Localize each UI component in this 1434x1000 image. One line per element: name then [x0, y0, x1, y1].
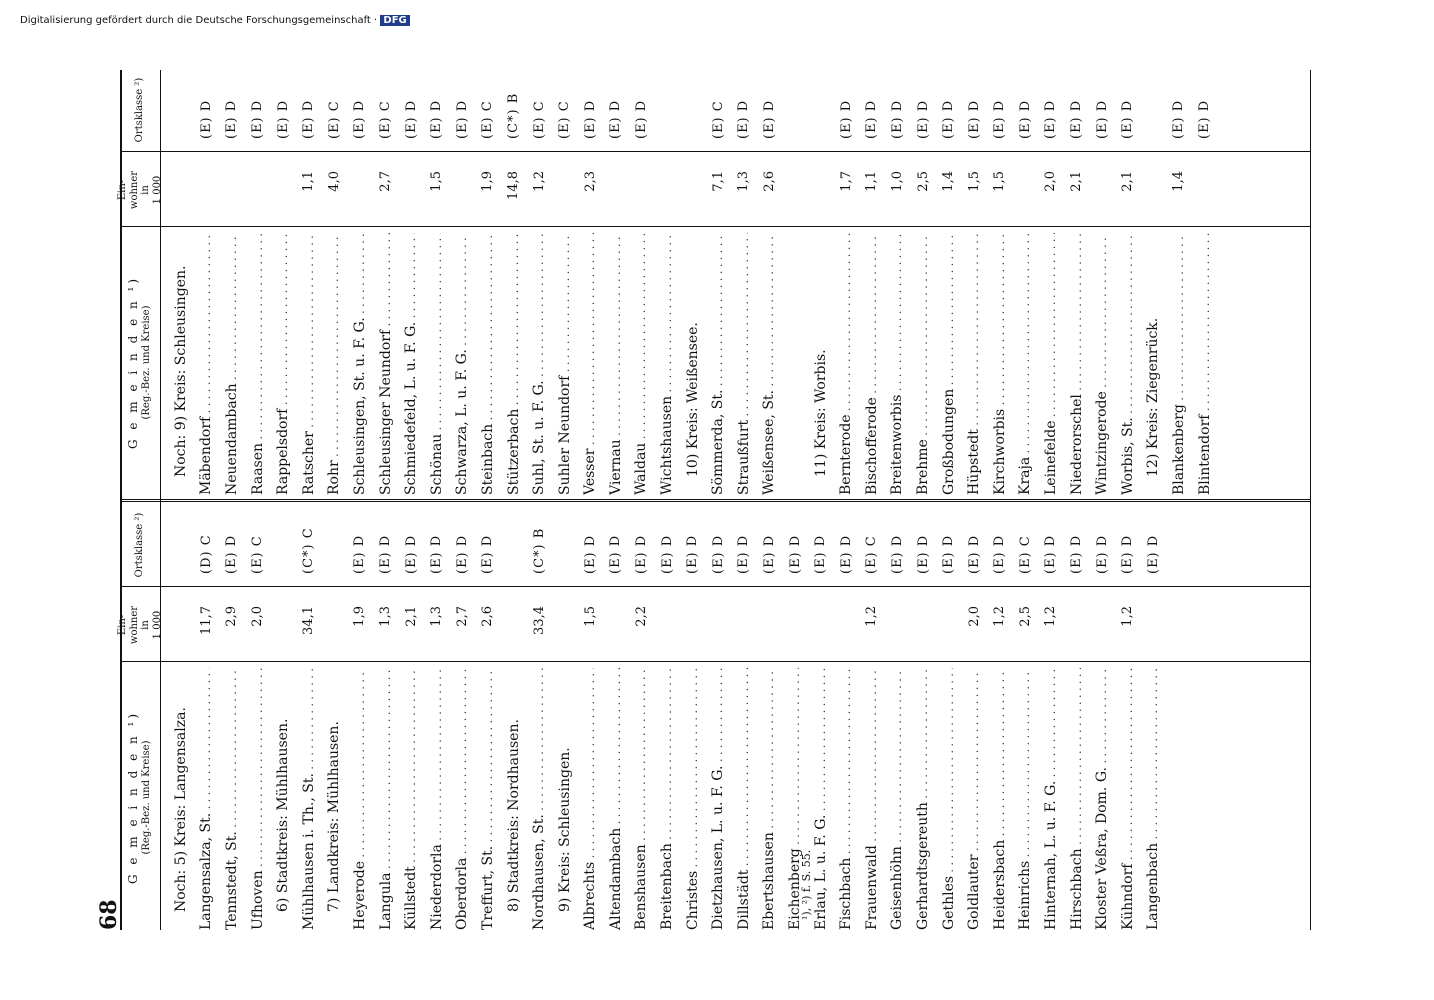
gemeinde-name: Bischofferode . . .	[864, 233, 880, 495]
ortsklasse-value: (E) D	[1120, 534, 1136, 574]
gemeinde-name: Geisenhöhn . . .	[889, 668, 905, 930]
gemeinde-name: Hinternah, L. u. F. G. . . .	[1043, 668, 1059, 930]
ortsklasse-value: (E) D	[889, 99, 905, 139]
gemeinde-name: Langensalza, St. . . .	[198, 668, 214, 930]
gemeinde-name: Bernterode . . .	[838, 233, 854, 495]
ortsklasse-value: (E) C	[326, 100, 342, 139]
gemeinde-name: Christes . . .	[685, 668, 701, 930]
gemeinde-name: Raasen . . .	[250, 233, 266, 495]
table-row	[578, 502, 604, 930]
ortsklasse-value: (E) D	[1197, 99, 1213, 139]
gemeinde-name: Kraja . . .	[1017, 233, 1033, 495]
einwohner-value: 7,1	[710, 171, 726, 192]
einwohner-value: 1,2	[1043, 606, 1059, 627]
ortsklasse-value: (E) D	[736, 534, 752, 574]
gemeinde-name: Breitenbach . . .	[659, 668, 675, 930]
table-row	[705, 502, 731, 930]
table-row	[961, 70, 987, 495]
ortsklasse-value: (E) C	[480, 100, 496, 139]
bottom-rule	[1310, 70, 1311, 930]
ortsklasse-value: (E) D	[582, 534, 598, 574]
table-row	[1089, 502, 1115, 930]
einwohner-value: 1,1	[301, 171, 317, 192]
left-header-gemeinden: G e m e i n d e n ¹) (Reg.-Bez. und Kreise)	[126, 710, 153, 885]
table-row	[936, 70, 962, 495]
einwohner-value: 1,9	[480, 171, 496, 192]
gemeinde-name: Mühlhausen i. Th., St. . . .	[301, 668, 317, 930]
gemeinde-name: Gethles . . .	[941, 668, 957, 930]
einwohner-value: 1,7	[838, 171, 854, 192]
table-row	[680, 502, 706, 930]
table-row	[936, 502, 962, 930]
table-row	[1013, 70, 1039, 495]
table-row	[270, 70, 296, 495]
gemeinde-name: Breitenworbis . . .	[889, 233, 905, 495]
gemeinde-name: Kirchworbis . . .	[992, 233, 1008, 495]
einwohner-value: 2,3	[582, 171, 598, 192]
gemeinde-name: Straußfurt . . .	[736, 233, 752, 495]
table-row	[475, 502, 501, 930]
einwohner-value: 2,1	[403, 606, 419, 627]
table-row	[1115, 70, 1141, 495]
ortsklasse-value: (E) D	[403, 99, 419, 139]
einwohner-value: 1,4	[1171, 171, 1187, 192]
gemeinde-name: Kloster Veßra, Dom. G. . . .	[1094, 668, 1110, 930]
table-row	[450, 70, 476, 495]
table-row	[731, 502, 757, 930]
table-row	[603, 502, 629, 930]
gemeinde-name: Wichtshausen . . .	[659, 233, 675, 495]
gemeinde-name: Brehme . . .	[915, 233, 931, 495]
gemeinde-name: Oberdorla . . .	[454, 668, 470, 930]
table-row	[424, 502, 450, 930]
gemeinde-name: Hüpstedt . . .	[966, 233, 982, 495]
ortsklasse-value: (E) D	[685, 534, 701, 574]
gemeinde-name: Benshausen . . .	[633, 668, 649, 930]
table-row	[731, 70, 757, 495]
gemeinde-name: Goldlauter . . .	[966, 668, 982, 930]
einwohner-value: 1,2	[1120, 606, 1136, 627]
ortsklasse-value: (E) D	[966, 99, 982, 139]
gemeinde-name: Erlau, L. u. F. G. . . .	[813, 668, 829, 930]
gemeinde-name: Heidersbach . . .	[992, 668, 1008, 930]
table-row	[245, 502, 271, 930]
gemeinde-name: Dietzhausen, L. u. F. G. . . .	[710, 668, 726, 930]
ortsklasse-value: (C*) B	[506, 92, 522, 139]
einwohner-value: 2,0	[250, 606, 266, 627]
ortsklasse-value: (E) D	[889, 534, 905, 574]
ortsklasse-value: (E) D	[992, 534, 1008, 574]
gemeinde-name: Küllstedt . . .	[403, 668, 419, 930]
ortsklasse-value: (E) D	[454, 534, 470, 574]
ortsklasse-value: (E) D	[1094, 534, 1110, 574]
table-row	[347, 70, 373, 495]
table-row	[450, 502, 476, 930]
table-row	[475, 70, 501, 495]
gemeinde-name: Tennstedt, St. . . .	[224, 668, 240, 930]
gemeinde-name: Altendambach . . .	[608, 668, 624, 930]
table-row	[219, 502, 245, 930]
einwohner-value: 1,4	[941, 171, 957, 192]
einwohner-value: 2,0	[1043, 171, 1059, 192]
gemeinde-name: Leinefelde . . .	[1043, 233, 1059, 495]
ortsklasse-value: (E) C	[710, 100, 726, 139]
gemeinde-name: Treffurt, St. . . .	[480, 668, 496, 930]
credit-text: Digitalisierung gefördert durch die Deutsche Forschungsgemeinschaft ·	[20, 15, 378, 26]
ortsklasse-value: (E) D	[1094, 99, 1110, 139]
section-heading	[1141, 70, 1167, 495]
gemeinde-name: Gerhardtsgereuth . . .	[915, 668, 931, 930]
table-row	[859, 70, 885, 495]
table-row	[398, 70, 424, 495]
gemeinde-name: 10) Kreis: Weißensee.	[684, 322, 701, 477]
table-row	[373, 502, 399, 930]
gemeinde-name: Fischbach . . .	[838, 668, 854, 930]
gemeinde-name: 6) Stadtkreis: Mühlhausen.	[275, 718, 292, 912]
ortsklasse-value: (E) D	[301, 99, 317, 139]
ortsklasse-value: (E) D	[1171, 99, 1187, 139]
table-row	[347, 502, 373, 930]
table-row	[1192, 70, 1218, 495]
right-header-ortsklasse: Ortsklasse ²)	[134, 77, 146, 143]
ortsklasse-value: (D) C	[198, 534, 214, 574]
ortsklasse-value: (E) D	[838, 534, 854, 574]
ortsklasse-value: (E) D	[403, 534, 419, 574]
table-row	[398, 502, 424, 930]
gemeinde-name: Suhl, St. u. F. G. . . .	[531, 233, 547, 495]
ortsklasse-value: (E) D	[992, 99, 1008, 139]
ortsklasse-value: (E) C	[250, 535, 266, 574]
einwohner-value: 4,0	[326, 171, 342, 192]
gemeinde-name: Ratscher . . .	[301, 233, 317, 495]
gemeinde-name: Steinbach . . .	[480, 233, 496, 495]
einwohner-value: 2,6	[761, 171, 777, 192]
section-heading	[168, 502, 194, 930]
ortsklasse-value: (E) D	[582, 99, 598, 139]
table-row	[1064, 502, 1090, 930]
einwohner-value: 2,5	[915, 171, 931, 192]
right-column	[168, 70, 1217, 495]
ortsklasse-value: (E) D	[1043, 534, 1059, 574]
ortsklasse-value: (E) D	[429, 534, 445, 574]
gemeinde-name: Niederdorla . . .	[429, 668, 445, 930]
einwohner-value: 2,6	[480, 606, 496, 627]
einwohner-value: 14,8	[506, 171, 522, 200]
table-row	[910, 502, 936, 930]
gemeinde-name: Noch: 5) Kreis: Langensalza.	[172, 707, 189, 912]
gemeinde-name: Albrechts . . .	[582, 668, 598, 930]
ortsklasse-value: (E) D	[966, 534, 982, 574]
table-row	[859, 502, 885, 930]
table-row	[296, 502, 322, 930]
ortsklasse-value: (C*) C	[301, 527, 317, 574]
gemeinde-name: Suhler Neundorf . . .	[557, 233, 573, 495]
gemeinde-name: Schleusinger Neundorf . . .	[378, 233, 394, 495]
ortsklasse-value: (E) D	[224, 534, 240, 574]
gemeinde-name: Blankenberg . . .	[1171, 233, 1187, 495]
ortsklasse-value: (E) D	[608, 534, 624, 574]
ortsklasse-table	[117, 70, 1310, 930]
table-row	[833, 502, 859, 930]
ortsklasse-value: (E) D	[1069, 99, 1085, 139]
table-row	[373, 70, 399, 495]
ortsklasse-value: (E) D	[352, 534, 368, 574]
gemeinde-name: 8) Stadtkreis: Nordhausen.	[505, 719, 522, 912]
ortsklasse-value: (E) C	[864, 535, 880, 574]
einwohner-value: 1,5	[966, 171, 982, 192]
ortsklasse-value: (E) D	[1069, 534, 1085, 574]
einwohner-value: 2,7	[378, 171, 394, 192]
ortsklasse-value: (E) D	[761, 534, 777, 574]
table-row	[705, 70, 731, 495]
gemeinde-name: Waldau . . .	[633, 233, 649, 495]
gemeinde-name: Wintzingerode . . .	[1094, 233, 1110, 495]
gemeinde-name: Blintendorf . . .	[1197, 233, 1213, 495]
left-header-einwohner: Ein- wohner in 1 000	[117, 605, 163, 645]
einwohner-value: 1,3	[429, 606, 445, 627]
table-row	[961, 502, 987, 930]
gemeinde-name: Niederorschel . . .	[1069, 233, 1085, 495]
gemeinde-name: Rohr . . .	[326, 233, 342, 495]
digitization-credit	[20, 15, 410, 26]
table-row	[219, 70, 245, 495]
table-row	[194, 502, 220, 930]
gemeinde-name: Rappelsdorf . . .	[275, 233, 291, 495]
table-row	[424, 70, 450, 495]
gemeinde-name: Heyerode . . .	[352, 668, 368, 930]
table-row	[603, 70, 629, 495]
table-row	[629, 502, 655, 930]
ortsklasse-value: (E) D	[250, 99, 266, 139]
table-row	[654, 502, 680, 930]
table-row	[1038, 70, 1064, 495]
ortsklasse-value: (E) D	[915, 99, 931, 139]
ortsklasse-value: (E) D	[429, 99, 445, 139]
left-column	[168, 502, 1166, 930]
table-row	[1166, 70, 1192, 495]
einwohner-value: 1,2	[992, 606, 1008, 627]
einwohner-value: 1,3	[736, 171, 752, 192]
einwohner-value: 1,5	[992, 171, 1008, 192]
einwohner-value: 1,1	[864, 171, 880, 192]
gemeinde-name: Kühndorf . . .	[1120, 668, 1136, 930]
gemeinde-name: Neuendambach . . .	[224, 233, 240, 495]
einwohner-value: 2,9	[224, 606, 240, 627]
gemeinde-name: 12) Kreis: Ziegenrück.	[1145, 317, 1162, 477]
table-row	[987, 70, 1013, 495]
ortsklasse-value: (E) C	[557, 100, 573, 139]
ortsklasse-value: (E) D	[736, 99, 752, 139]
ortsklasse-value: (E) C	[378, 100, 394, 139]
gemeinde-name: 11) Kreis: Worbis.	[812, 349, 829, 477]
table-row	[885, 502, 911, 930]
gemeinde-name: Eichenberg . . .	[787, 668, 803, 930]
table-row	[987, 502, 1013, 930]
ortsklasse-value: (E) D	[1145, 534, 1161, 574]
gemeinde-name: Ebertshausen . . .	[761, 668, 777, 930]
gemeinde-name: Schwarza, L. u. F. G. . . .	[454, 233, 470, 495]
ortsklasse-value: (E) D	[941, 534, 957, 574]
table-row	[245, 70, 271, 495]
section-heading	[270, 502, 296, 930]
table-row	[833, 70, 859, 495]
table-row	[757, 502, 783, 930]
gemeinde-name: Sömmerda, St. . . .	[710, 233, 726, 495]
gemeinde-name: Langula . . .	[378, 668, 394, 930]
einwohner-value: 1,9	[352, 606, 368, 627]
einwohner-value: 1,0	[889, 171, 905, 192]
ortsklasse-value: (E) D	[224, 99, 240, 139]
section-heading	[552, 502, 578, 930]
ortsklasse-value: (E) D	[941, 99, 957, 139]
gemeinde-name: 9) Kreis: Schleusingen.	[556, 747, 573, 912]
gemeinde-name: Nordhausen, St. . . .	[531, 668, 547, 930]
table-row	[526, 70, 552, 495]
section-heading	[501, 502, 527, 930]
gemeinde-name: Stützerbach . . .	[506, 233, 522, 495]
einwohner-value: 1,2	[864, 606, 880, 627]
einwohner-value: 2,7	[454, 606, 470, 627]
einwohner-value: 2,5	[1017, 606, 1033, 627]
dfg-logo: DFG	[380, 15, 409, 26]
gemeinde-name: Vesser . . .	[582, 233, 598, 495]
table-row	[1064, 70, 1090, 495]
table-row	[322, 70, 348, 495]
einwohner-value: 1,2	[531, 171, 547, 192]
gemeinde-name: Mäbendorf . . .	[198, 233, 214, 495]
ortsklasse-value: (E) D	[710, 534, 726, 574]
table-row	[757, 70, 783, 495]
ortsklasse-value: (E) D	[787, 534, 803, 574]
ortsklasse-value: (E) C	[531, 100, 547, 139]
einwohner-value: 11,7	[198, 606, 214, 635]
ortsklasse-value: (E) D	[1043, 99, 1059, 139]
ortsklasse-value: (C*) B	[531, 527, 547, 574]
einwohner-value: 1,3	[378, 606, 394, 627]
table-row	[1038, 502, 1064, 930]
ortsklasse-value: (E) D	[1017, 99, 1033, 139]
table-row	[578, 70, 604, 495]
gemeinde-name: Viernau . . .	[608, 233, 624, 495]
gemeinde-name: Worbis, St. . . .	[1120, 233, 1136, 495]
gemeinde-name: Schönau . . .	[429, 233, 445, 495]
gemeinde-name: 7) Landkreis: Mühlhausen.	[326, 721, 343, 912]
ortsklasse-value: (E) D	[1120, 99, 1136, 139]
table-row	[1115, 502, 1141, 930]
ortsklasse-value: (E) D	[378, 534, 394, 574]
ortsklasse-value: (E) D	[864, 99, 880, 139]
ortsklasse-value: (E) D	[915, 534, 931, 574]
right-header-gemeinden: G e m e i n d e n ¹) (Reg.-Bez. und Kreise)	[126, 275, 153, 450]
gemeinde-name: Großbodungen . . .	[941, 233, 957, 495]
ortsklasse-value: (E) D	[198, 99, 214, 139]
table-row	[552, 70, 578, 495]
table-row	[526, 502, 552, 930]
section-heading	[808, 70, 834, 495]
einwohner-value: 2,0	[966, 606, 982, 627]
ortsklasse-value: (E) C	[1017, 535, 1033, 574]
gemeinde-name: Noch: 9) Kreis: Schleusingen.	[172, 265, 189, 477]
table-row	[910, 70, 936, 495]
left-header-ortsklasse: Ortsklasse ²)	[134, 512, 146, 578]
einwohner-value: 2,2	[633, 606, 649, 627]
einwohner-value: 33,4	[531, 606, 547, 635]
gemeinde-name: Weißensee, St. . . .	[761, 233, 777, 495]
gemeinde-name: Frauenwald . . .	[864, 668, 880, 930]
einwohner-value: 1,5	[582, 606, 598, 627]
table-row	[194, 70, 220, 495]
footnote: ¹), ²) f. S. 55.	[800, 849, 813, 920]
ortsklasse-value: (E) D	[813, 534, 829, 574]
gemeinde-name: Langenbach . . .	[1145, 668, 1161, 930]
section-heading	[782, 70, 808, 495]
gemeinde-name: Schmiedefeld, L. u. F. G. . . .	[403, 233, 419, 495]
table-row	[296, 70, 322, 495]
table-row	[1013, 502, 1039, 930]
table-row	[501, 70, 527, 495]
ortsklasse-value: (E) D	[454, 99, 470, 139]
ortsklasse-value: (E) D	[275, 99, 291, 139]
gemeinde-name: Schleusingen, St. u. F. G. . . .	[352, 233, 368, 495]
section-heading	[680, 70, 706, 495]
ortsklasse-value: (E) D	[659, 534, 675, 574]
ortsklasse-value: (E) D	[633, 534, 649, 574]
ortsklasse-value: (E) D	[633, 99, 649, 139]
einwohner-value: 2,1	[1069, 171, 1085, 192]
section-heading	[322, 502, 348, 930]
ortsklasse-value: (E) D	[761, 99, 777, 139]
ortsklasse-value: (E) D	[480, 534, 496, 574]
page-number: 68	[96, 899, 122, 930]
gemeinde-name: Heinrichs . . .	[1017, 668, 1033, 930]
ortsklasse-value: (E) D	[352, 99, 368, 139]
gemeinde-name: Dillstädt . . .	[736, 668, 752, 930]
gemeinde-name: Ufhoven . . .	[250, 668, 266, 930]
ortsklasse-value: (E) D	[838, 99, 854, 139]
table-row	[1089, 70, 1115, 495]
section-heading	[168, 70, 194, 495]
ortsklasse-value: (E) D	[608, 99, 624, 139]
einwohner-value: 34,1	[301, 606, 317, 635]
table-row	[629, 70, 655, 495]
right-header-einwohner: Ein- wohner in 1 000	[117, 170, 163, 210]
gemeinde-name: Hirschbach . . .	[1069, 668, 1085, 930]
table-row	[654, 70, 680, 495]
table-row	[1141, 502, 1167, 930]
table-row	[885, 70, 911, 495]
einwohner-value: 1,5	[429, 171, 445, 192]
einwohner-value: 2,1	[1120, 171, 1136, 192]
